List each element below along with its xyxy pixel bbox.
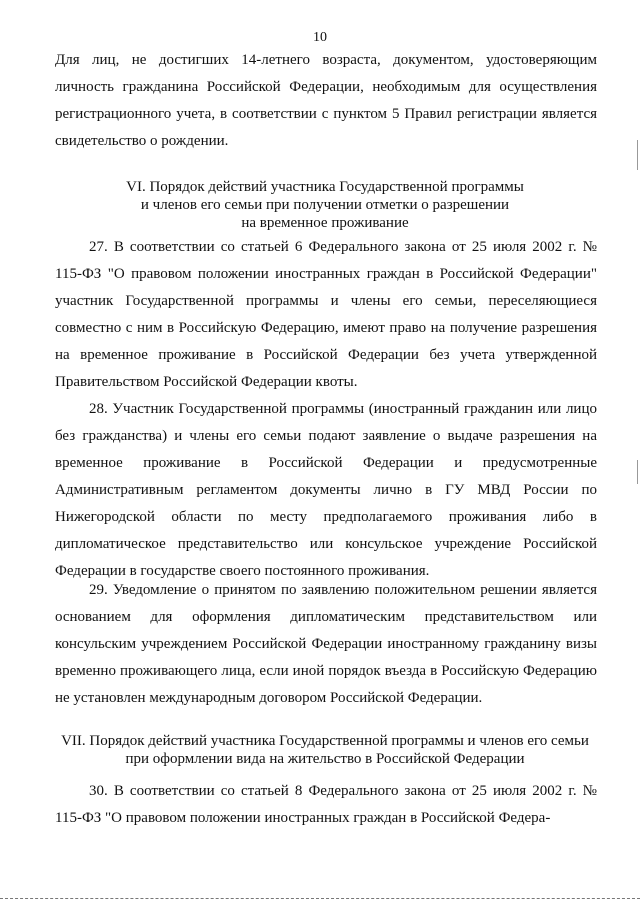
- page-number: 10: [313, 30, 327, 45]
- paragraph-28: 28. Участник Государственной программы (иностранный гражданин или лицо без гражданства) и члены его семьи подают заявление о выдаче разрешения на временное проживание в Российской Федерации и предусмотренные Административным регламентом документы лично в ГУ МВД России по Нижегородской области по месту предполагаемого проживания либо в дипломатическое представительство или консульское учреждение Российской Федерации в государстве своего постоянного проживания.: [55, 401, 597, 579]
- paragraph-birth-certificate: Для лиц, не достигших 14-летнего возраста, документом, удостоверяющим личность гражданина Российской Федерации, необходимым для осуществления регистрационного учета, в соответствии с пунктом 5 Правил регистрации является свидетельство о рождении.: [55, 52, 597, 149]
- heading-line: VI. Порядок действий участника Государственной программы: [126, 179, 524, 195]
- scan-bottom-edge: [0, 898, 640, 899]
- heading-line: при оформлении вида на жительство в Российской Федерации: [125, 751, 525, 767]
- heading-line: на временное проживание: [241, 215, 409, 231]
- paragraph-27: 27. В соответствии со статьей 6 Федерального закона от 25 июля 2002 г. № 115-ФЗ "О правовом положении иностранных граждан в Российской Федерации" участник Государственной программы и члены его семьи, переселяющиеся совместно с ним в Российскую Федерацию, имеют право на получение разрешения на временное проживание в Российской Федерации без учета утвержденной Правительством Российской Федерации квоты.: [55, 239, 597, 390]
- paragraph-29: 29. Уведомление о принятом по заявлению положительном решении является основанием для оформления дипломатическим представительством или консульским учреждением Российской Федерации иностранному гражданину визы временно проживающего лица, если иной порядок въезда в Российскую Федерацию не установлен международным договором Российской Федерации.: [55, 582, 597, 706]
- scan-edge-mark: [637, 460, 638, 484]
- heading-line: VII. Порядок действий участника Государственной программы и членов его семьи: [61, 733, 589, 749]
- scan-edge-mark: [637, 140, 638, 170]
- paragraph-30: 30. В соответствии со статьей 8 Федерального закона от 25 июля 2002 г. № 115-ФЗ "О правовом положении иностранных граждан в Российской Федера-: [55, 783, 597, 826]
- heading-line: и членов его семьи при получении отметки о разрешении: [140, 197, 510, 213]
- section-heading-vii: [30, 732, 620, 768]
- section-heading-vi: [40, 178, 610, 232]
